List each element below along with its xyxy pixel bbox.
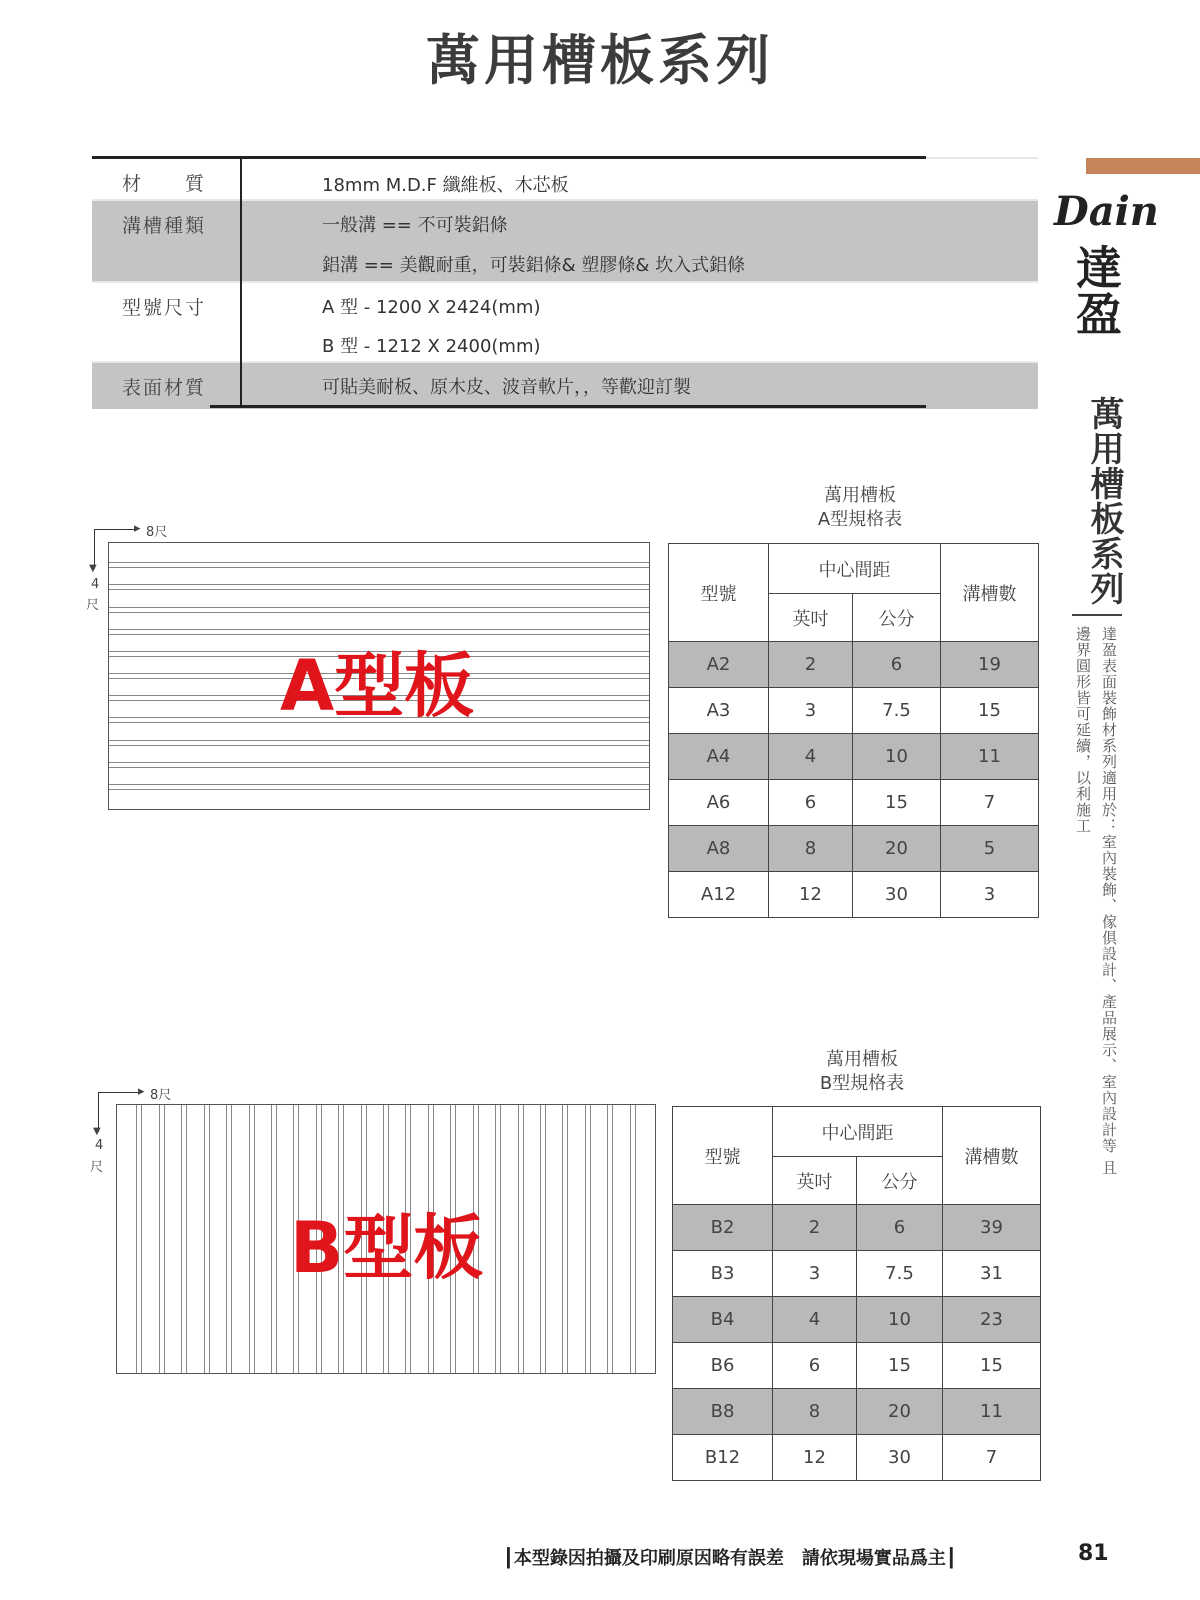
divider (210, 405, 926, 408)
header-spacing: 中心間距 (773, 1107, 943, 1157)
spec-label: 型號尺寸 (122, 297, 207, 319)
groove-line (523, 1105, 524, 1373)
groove-line (109, 567, 649, 568)
spec-label: 溝槽種類 (122, 215, 207, 237)
groove-line (141, 1105, 142, 1373)
groove-line (585, 1105, 586, 1373)
groove-line (495, 1105, 496, 1373)
cell-grooves: 11 (941, 734, 1039, 780)
groove-line (109, 789, 649, 790)
cell-inch: 3 (769, 688, 853, 734)
groove-line (109, 784, 649, 785)
spec-label: 表面材質 (122, 377, 207, 399)
spec-row-groove-type (92, 199, 1038, 281)
brand-name: 達盈 (1069, 244, 1123, 336)
cell-inch: 6 (773, 1343, 857, 1389)
cell-grooves: 15 (941, 688, 1039, 734)
header-cm: 公分 (857, 1157, 943, 1205)
page-title: 萬用槽板系列 (426, 28, 774, 92)
dimension-line (94, 529, 138, 530)
cell-cm: 10 (853, 734, 941, 780)
header-grooves: 溝槽數 (943, 1107, 1041, 1205)
groove-line (231, 1105, 232, 1373)
groove-line (109, 589, 649, 590)
cell-inch: 2 (773, 1205, 857, 1251)
cell-model: B3 (673, 1251, 773, 1297)
cell-inch: 6 (769, 780, 853, 826)
table-row (669, 872, 1039, 918)
cell-inch: 12 (769, 872, 853, 918)
groove-line (181, 1105, 182, 1373)
table-row (673, 1343, 1041, 1389)
table-row (673, 1435, 1041, 1481)
dimension-width-unit: 尺 (86, 598, 100, 613)
table-a-caption (760, 484, 960, 532)
header-grooves: 溝槽數 (941, 544, 1039, 642)
spec-value: 鋁溝 == 美觀耐重，可裝鋁條& 塑膠條& 坎入式鋁條 (322, 255, 746, 276)
groove-line (164, 1105, 165, 1373)
arrow-down-icon: ▼ (93, 1126, 101, 1137)
cell-grooves: 5 (941, 826, 1039, 872)
cell-inch: 4 (769, 734, 853, 780)
groove-line (271, 1105, 272, 1373)
panel-a-label: A型板 (280, 645, 475, 727)
table-row (669, 826, 1039, 872)
header-inch: 英吋 (773, 1157, 857, 1205)
cell-model: B4 (673, 1297, 773, 1343)
groove-line (518, 1105, 519, 1373)
cell-model: A4 (669, 734, 769, 780)
cell-model: A6 (669, 780, 769, 826)
cell-grooves: 15 (943, 1343, 1041, 1389)
cell-model: A2 (669, 642, 769, 688)
dimension-width-number: 4 (95, 1138, 104, 1153)
groove-line (590, 1105, 591, 1373)
cell-inch: 3 (773, 1251, 857, 1297)
table-a (668, 543, 1039, 918)
header-model: 型號 (673, 1107, 773, 1205)
spec-value: 18mm M.D.F 纖維板、木芯板 (322, 175, 569, 196)
footer-note: ┃本型錄因拍攝及印刷原因略有誤差 請依現場實品爲主┃ (503, 1548, 957, 1569)
groove-line (209, 1105, 210, 1373)
cell-inch: 12 (773, 1435, 857, 1481)
groove-line (136, 1105, 137, 1373)
spec-value: B 型 - 1212 X 2400(mm) (322, 336, 541, 357)
groove-line (545, 1105, 546, 1373)
arrow-right-icon: ▸ (138, 1084, 145, 1099)
divider (240, 156, 242, 408)
cell-cm: 15 (853, 780, 941, 826)
cell-model: B12 (673, 1435, 773, 1481)
table-row (669, 734, 1039, 780)
groove-line (109, 584, 649, 585)
groove-line (276, 1105, 277, 1373)
table-row (673, 1205, 1041, 1251)
groove-line (630, 1105, 631, 1373)
groove-line (109, 562, 649, 563)
dimension-length: 8尺 (150, 1088, 172, 1103)
dimension-width-number: 4 (91, 577, 100, 592)
cell-grooves: 39 (943, 1205, 1041, 1251)
cell-cm: 20 (857, 1389, 943, 1435)
groove-line (500, 1105, 501, 1373)
spec-row-model-size (92, 281, 1038, 361)
cell-cm: 30 (857, 1435, 943, 1481)
table-row (669, 688, 1039, 734)
divider (1072, 614, 1122, 616)
groove-line (159, 1105, 160, 1373)
page-number: 81 (1078, 1541, 1109, 1566)
groove-line (186, 1105, 187, 1373)
cell-cm: 7.5 (853, 688, 941, 734)
arrow-down-icon: ▼ (89, 563, 97, 574)
groove-line (540, 1105, 541, 1373)
cell-grooves: 31 (943, 1251, 1041, 1297)
cell-cm: 15 (857, 1343, 943, 1389)
groove-line (109, 612, 649, 613)
cell-cm: 20 (853, 826, 941, 872)
brand-description: 達盈表面裝飾材系列適用於：室內裝飾、傢俱設計、產品展示、室內設計等 且邊界圓形皆可延續，以利施工 (1074, 626, 1118, 1176)
cell-model: B2 (673, 1205, 773, 1251)
groove-line (249, 1105, 250, 1373)
cell-inch: 8 (773, 1389, 857, 1435)
groove-line (607, 1105, 608, 1373)
groove-line (562, 1105, 563, 1373)
spec-label: 材 質 (122, 173, 207, 195)
cell-model: A3 (669, 688, 769, 734)
cell-grooves: 7 (941, 780, 1039, 826)
brand-logo: Dain (1054, 188, 1159, 235)
spec-value: A 型 - 1200 X 2424(mm) (322, 297, 541, 318)
cell-cm: 30 (853, 872, 941, 918)
dimension-line (98, 1092, 142, 1093)
groove-line (612, 1105, 613, 1373)
dimension-length: 8尺 (146, 525, 168, 540)
table-b (672, 1106, 1041, 1481)
cell-grooves: 11 (943, 1389, 1041, 1435)
panel-b-label: B型板 (290, 1207, 484, 1289)
table-b-caption (762, 1048, 962, 1096)
arrow-right-icon: ▸ (134, 521, 141, 536)
groove-line (204, 1105, 205, 1373)
cell-cm: 6 (857, 1205, 943, 1251)
groove-line (254, 1105, 255, 1373)
cell-model: A12 (669, 872, 769, 918)
header-spacing: 中心間距 (769, 544, 941, 594)
caption-line: B型規格表 (819, 1073, 905, 1094)
caption-line: 萬用槽板 (826, 1049, 898, 1070)
cell-grooves: 3 (941, 872, 1039, 918)
spec-value: 可貼美耐板、原木皮、波音軟片，，等歡迎訂製 (322, 377, 691, 398)
cell-model: A8 (669, 826, 769, 872)
cell-grooves: 23 (943, 1297, 1041, 1343)
groove-line (226, 1105, 227, 1373)
spec-row-material (92, 157, 1038, 199)
header-cm: 公分 (853, 594, 941, 642)
spec-row-surface (92, 361, 1038, 409)
dimension-width-unit: 尺 (90, 1160, 104, 1175)
accent-bar (1086, 158, 1200, 174)
spec-value: 一般溝 == 不可裝鋁條 (322, 215, 508, 236)
cell-grooves: 7 (943, 1435, 1041, 1481)
groove-line (567, 1105, 568, 1373)
table-row (669, 642, 1039, 688)
groove-line (109, 762, 649, 763)
side-series-title: 萬用槽板系列 (1084, 396, 1124, 606)
cell-inch: 8 (769, 826, 853, 872)
cell-model: B6 (673, 1343, 773, 1389)
divider (92, 156, 926, 159)
table-row (673, 1389, 1041, 1435)
cell-cm: 7.5 (857, 1251, 943, 1297)
groove-line (109, 607, 649, 608)
cell-cm: 6 (853, 642, 941, 688)
cell-model: B8 (673, 1389, 773, 1435)
cell-cm: 10 (857, 1297, 943, 1343)
groove-line (109, 767, 649, 768)
caption-line: 萬用槽板 (824, 485, 896, 506)
groove-line (635, 1105, 636, 1373)
table-row (673, 1251, 1041, 1297)
table-row (669, 780, 1039, 826)
cell-inch: 4 (773, 1297, 857, 1343)
header-model: 型號 (669, 544, 769, 642)
cell-grooves: 19 (941, 642, 1039, 688)
header-inch: 英吋 (769, 594, 853, 642)
groove-line (109, 740, 649, 741)
groove-line (109, 745, 649, 746)
caption-line: A型規格表 (817, 509, 903, 530)
cell-inch: 2 (769, 642, 853, 688)
table-row (673, 1297, 1041, 1343)
